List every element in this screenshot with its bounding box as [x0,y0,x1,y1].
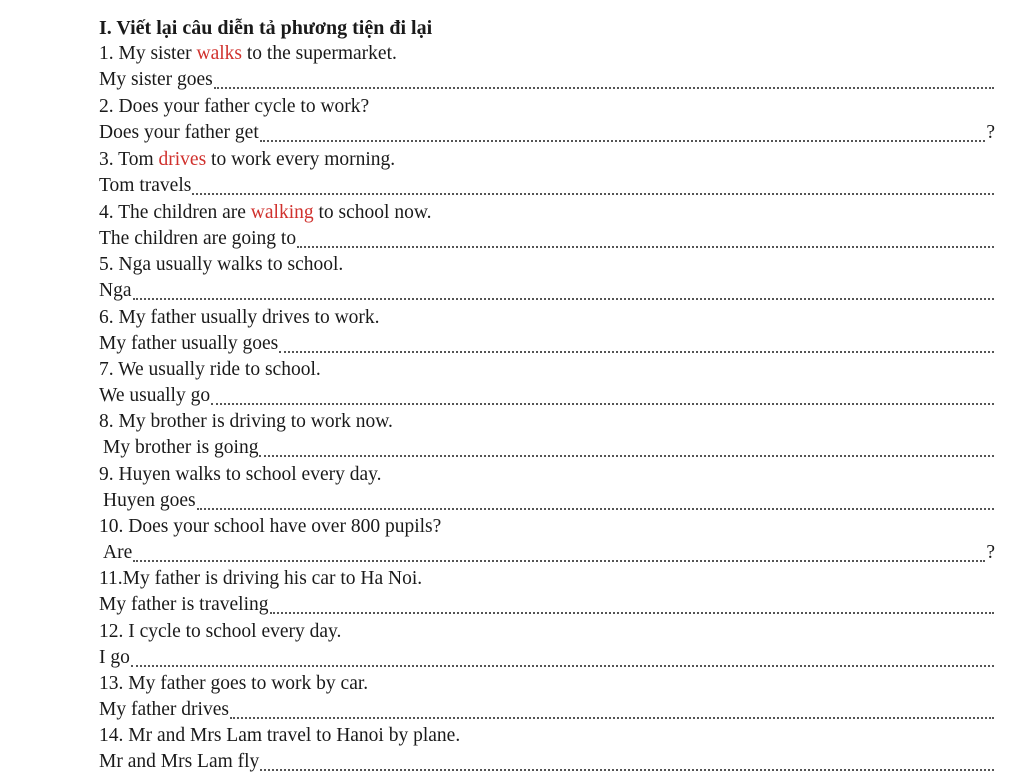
exercise-item [99,462,995,514]
answer-line[interactable] [99,173,995,199]
answer-line[interactable] [99,749,995,775]
question: 2. Does your father cycle to work? [99,96,370,117]
answer-prompt: The children are going to [99,228,297,249]
fill-blank[interactable] [131,665,994,667]
fill-blank[interactable] [270,612,995,614]
answer-line[interactable] [99,645,995,671]
exercise-item [99,305,995,357]
answer-prompt: My sister goes [99,69,213,90]
question: 9. Huyen walks to school every day. [99,464,382,485]
fill-blank[interactable] [230,717,994,719]
exercise-item [99,619,995,671]
line-end: ? [986,122,995,143]
answer-prompt: My father is traveling [99,594,269,615]
answer-line[interactable] [99,435,995,461]
question: 11.My father is driving his car to Ha Noi. [99,568,423,589]
question: 7. We usually ride to school. [99,359,321,380]
question: 13. My father goes to work by car. [99,673,369,694]
question: 10. Does your school have over 800 pupils? [99,516,442,537]
fill-blank[interactable] [297,246,994,248]
answer-prompt: My father drives [99,699,229,720]
answer-prompt: My brother is going [103,437,259,458]
exercise-item [99,357,995,409]
fill-blank[interactable] [133,560,985,562]
answer-prompt: Are [103,542,133,563]
question: 12. I cycle to school every day. [99,621,342,642]
answer-prompt: Does your father get [99,122,259,143]
answer-line[interactable] [99,540,995,566]
question: 8. My brother is driving to work now. [99,411,393,432]
answer-line[interactable] [99,226,995,252]
fill-blank[interactable] [259,455,994,457]
highlighted-verb: walking [250,202,314,223]
answer-line[interactable] [99,67,995,93]
answer-prompt: I go [99,647,130,668]
answer-prompt: My father usually goes [99,333,279,354]
exercise-item [99,566,995,618]
answer-line[interactable] [99,331,995,357]
answer-prompt: Huyen goes [103,490,196,511]
question: 4. The children are walking to school now. [99,202,432,223]
fill-blank[interactable] [197,508,994,510]
exercise-item [99,94,995,146]
answer-prompt: Mr and Mrs Lam fly [99,751,260,772]
answer-line[interactable] [99,697,995,723]
highlighted-verb: walks [196,43,242,64]
question: 14. Mr and Mrs Lam travel to Hanoi by plane. [99,725,461,746]
worksheet-heading: I. Viết lại câu diễn tả phương tiện đi lại [99,17,433,39]
question: 6. My father usually drives to work. [99,307,380,328]
answer-prompt: We usually go [99,385,211,406]
line-end: ? [986,542,995,563]
fill-blank[interactable] [260,140,986,142]
exercise-item [99,200,995,252]
fill-blank[interactable] [260,769,994,771]
exercise-item [99,147,995,199]
exercise-item [99,252,995,304]
answer-line[interactable] [99,120,995,146]
question: 5. Nga usually walks to school. [99,254,344,275]
exercise-item [99,514,995,566]
exercise-item [99,723,995,775]
fill-blank[interactable] [192,193,994,195]
fill-blank[interactable] [279,351,994,353]
answer-line[interactable] [99,383,995,409]
answer-line[interactable] [99,592,995,618]
exercise-item [99,671,995,723]
question: 1. My sister walks to the supermarket. [99,43,397,64]
exercise-item [99,41,995,93]
answer-prompt: Nga [99,280,132,301]
exercise-item [99,409,995,461]
answer-line[interactable] [99,488,995,514]
answer-line[interactable] [99,278,995,304]
fill-blank[interactable] [211,403,994,405]
question: 3. Tom drives to work every morning. [99,149,396,170]
highlighted-verb: drives [158,149,207,170]
fill-blank[interactable] [133,298,995,300]
fill-blank[interactable] [214,87,994,89]
answer-prompt: Tom travels [99,175,192,196]
